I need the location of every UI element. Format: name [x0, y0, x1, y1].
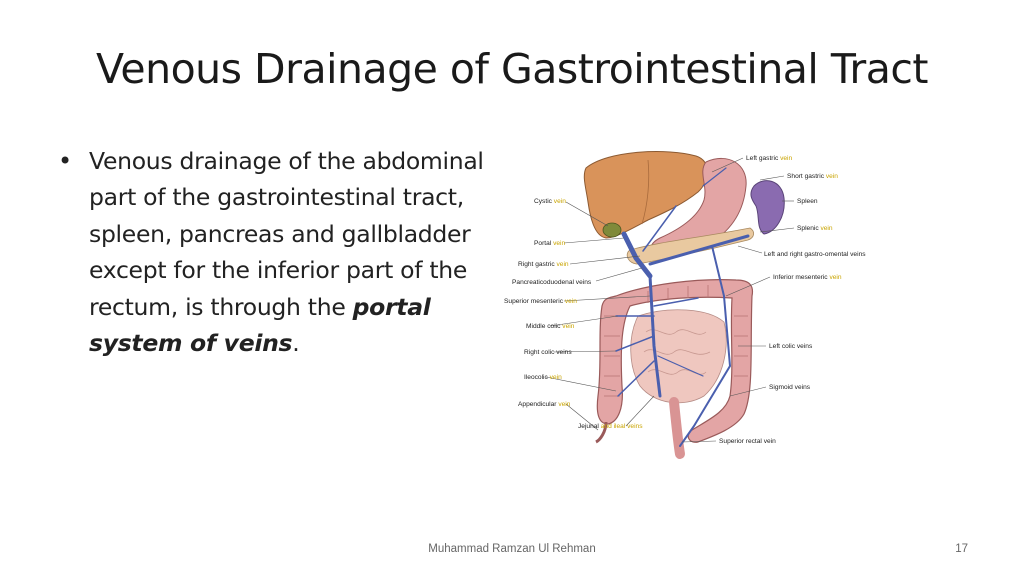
label-appendicular-vein: Appendicular vein: [518, 401, 571, 408]
label-left-colic-veins: Left colic veins: [769, 343, 813, 350]
bullet-text-emphasis: portal system of veins: [89, 292, 431, 358]
label-short-gastric-vein: Short gastric vein: [787, 173, 838, 180]
label-splenic-vein: Splenic vein: [797, 225, 833, 232]
bullet-text: [89, 143, 498, 361]
label-superior-rectal-vein: Superior rectal vein: [719, 438, 776, 445]
label-jejunal-ileal-veins: Jejunal and ileal veins: [578, 423, 643, 430]
bullet-symbol: •: [58, 147, 72, 175]
page-number: 17: [955, 543, 968, 555]
label-superior-mesenteric-vein: Superior mesenteric vein: [504, 298, 577, 305]
gallbladder-illustration: [603, 223, 621, 237]
label-spleen: Spleen: [797, 198, 818, 205]
slide-title: Venous Drainage of Gastrointestinal Tract: [96, 45, 928, 93]
portal-venous-system-diagram: [498, 146, 870, 460]
label-gastro-omental-veins: Left and right gastro-omental veins: [764, 251, 866, 258]
label-ileocolic-vein: Ileocolic vein: [524, 374, 562, 381]
bullet-text-main: Venous drainage of the abdominal part of the gastrointestinal tract, spleen, pancreas and gallbladder except for the inferior part of the rectum, is through the: [89, 147, 484, 321]
label-pancreaticoduodenal-veins: Pancreaticoduodenal veins: [512, 279, 592, 286]
label-sigmoid-veins: Sigmoid veins: [769, 384, 811, 391]
label-right-colic-veins: Right colic veins: [524, 349, 572, 356]
label-cystic-vein: Cystic vein: [534, 198, 566, 205]
label-right-gastric-vein: Right gastric vein: [518, 261, 569, 268]
bullet-point: [58, 143, 498, 361]
label-inferior-mesenteric-vein: Inferior mesenteric vein: [773, 274, 842, 281]
label-left-gastric-vein: Left gastric vein: [746, 155, 793, 162]
footer-author: Muhammad Ramzan Ul Rehman: [428, 543, 596, 555]
bullet-text-end: .: [292, 329, 300, 358]
label-portal-vein: Portal vein: [534, 240, 566, 247]
label-middle-colic-vein: Middle colic vein: [526, 323, 575, 330]
